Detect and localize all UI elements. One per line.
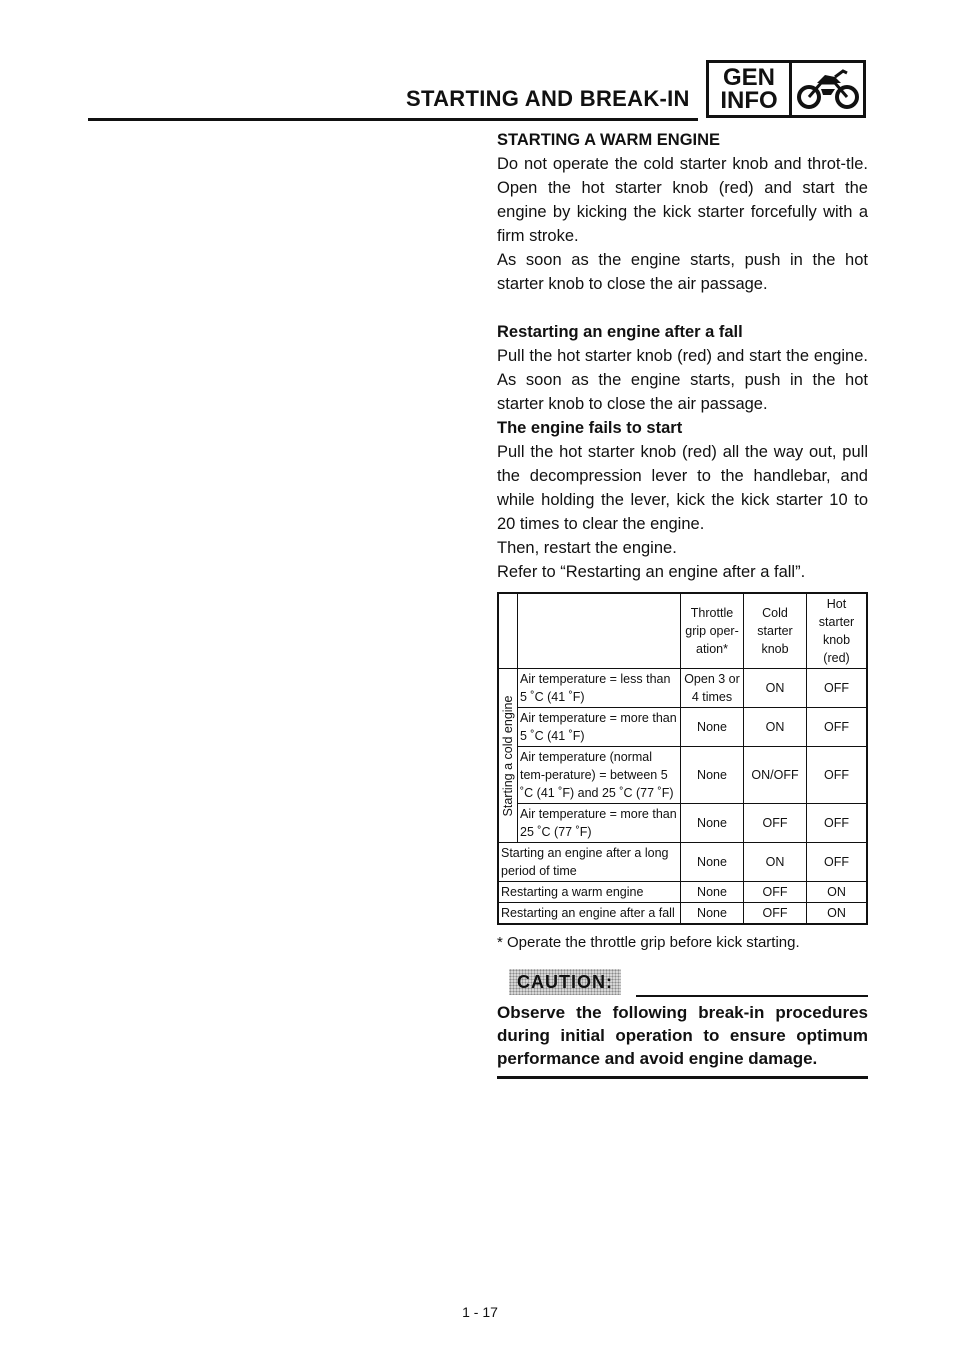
row-hot-starter: OFF [807, 669, 868, 708]
table-header-row [498, 593, 867, 669]
warm-engine-paragraph-1: Do not operate the cold starter knob and throt-tle. Open the hot starter knob (red) and start the engine by kicking the kick starter forcefully with a firm stroke. [497, 155, 868, 245]
row-throttle: None [681, 747, 744, 804]
warm-engine-paragraph-2: As soon as the engine starts, push in the hot starter knob to close the air passage. [497, 251, 868, 293]
cold-engine-group [498, 669, 518, 843]
caution-bottom-rule [497, 1076, 868, 1079]
row-throttle: None [681, 708, 744, 747]
table-row [498, 708, 867, 747]
row-throttle: None [681, 843, 744, 882]
row-throttle: Open 3 or 4 times [681, 669, 744, 708]
row-hot-starter: OFF [807, 843, 868, 882]
row-condition: Starting an engine after a long period of time [498, 843, 681, 882]
table-row [498, 804, 867, 843]
header-cold-starter: Cold starter knob [744, 593, 807, 669]
badge-line-2: INFO [720, 87, 778, 114]
row-cold-starter: ON [744, 669, 807, 708]
gen-info-badge [706, 60, 866, 118]
row-hot-starter: OFF [807, 747, 868, 804]
fail-paragraph-3: Refer to “Restarting an engine after a fall”. [497, 563, 806, 581]
table-row [498, 669, 867, 708]
row-throttle: None [681, 804, 744, 843]
row-cold-starter: ON/OFF [744, 747, 807, 804]
row-condition: Air temperature = more than 5 ˚C (41 ˚F) [518, 708, 681, 747]
row-condition: Air temperature = less than 5 ˚C (41 ˚F) [518, 669, 681, 708]
row-hot-starter: ON [807, 903, 868, 925]
motorcycle-icon [792, 63, 863, 115]
header-hot-starter: Hot starter knob (red) [807, 593, 868, 669]
row-condition: Air temperature = more than 25 ˚C (77 ˚F) [518, 804, 681, 843]
row-cold-starter: OFF [744, 804, 807, 843]
fall-paragraph: Pull the hot starter knob (red) and start the engine. As soon as the engine starts, push in the hot starter knob to close the air passage. [497, 347, 868, 413]
fail-paragraph-2: Then, restart the engine. [497, 539, 677, 557]
table-row [498, 903, 867, 925]
table-footnote: * Operate the throttle grip before kick starting. [497, 934, 800, 951]
row-hot-starter: OFF [807, 804, 868, 843]
caution-header [497, 969, 868, 1001]
page-number: 1 - 17 [462, 1304, 498, 1320]
table-row [498, 843, 867, 882]
row-throttle: None [681, 903, 744, 925]
caution-rule [636, 995, 868, 997]
row-condition: Restarting an engine after a fall [498, 903, 681, 925]
caution-text: Observe the following break-in procedures during initial operation to ensure optimum performance and avoid engine damage. [497, 1003, 868, 1068]
row-condition: Air temperature (normal tem-perature) = between 5 ˚C (41 ˚F) and 25 ˚C (77 ˚F) [518, 747, 681, 804]
row-cold-starter: OFF [744, 903, 807, 925]
gen-info-text [709, 63, 792, 115]
row-hot-starter: ON [807, 882, 868, 903]
fall-heading: Restarting an engine after a fall [497, 323, 743, 341]
caution-badge: CAUTION: [509, 969, 621, 995]
table-row [498, 747, 867, 804]
row-cold-starter: ON [744, 708, 807, 747]
fail-paragraph-1: Pull the hot starter knob (red) all the way out, pull the decompression lever to the handlebar, and while holding the lever, kick the kick starter 10 to 20 times to clear the engine. [497, 443, 868, 533]
fail-heading: The engine fails to start [497, 419, 683, 437]
badge-line-1: GEN [722, 64, 775, 91]
row-cold-starter: ON [744, 843, 807, 882]
header-throttle: Throttle grip oper-ation* [681, 593, 744, 669]
header-rule [88, 118, 698, 121]
row-hot-starter: OFF [807, 708, 868, 747]
row-condition: Restarting a warm engine [498, 882, 681, 903]
row-throttle: None [681, 882, 744, 903]
starting-procedure-table [497, 592, 868, 925]
warm-engine-heading: STARTING A WARM ENGINE [497, 131, 721, 149]
table-row [498, 882, 867, 903]
main-content [497, 128, 868, 1079]
section-title: STARTING AND BREAK-IN [406, 86, 690, 111]
cold-engine-group-label: Starting a cold engine [501, 695, 515, 816]
row-cold-starter: OFF [744, 882, 807, 903]
